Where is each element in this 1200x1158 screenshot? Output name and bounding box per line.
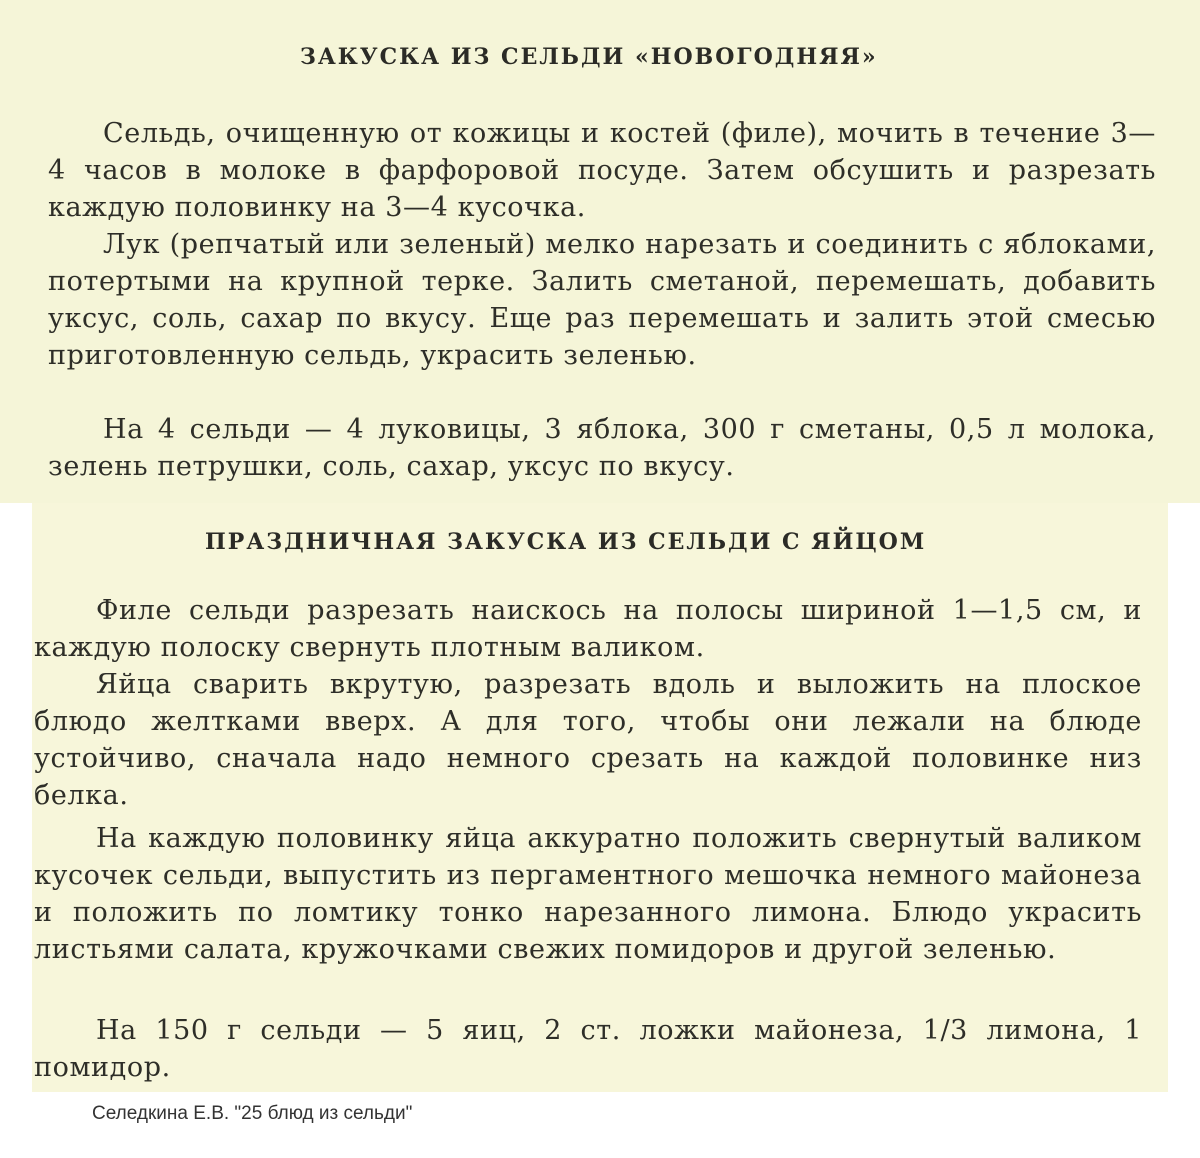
recipe-ingredients: На 4 сельди — 4 луковицы, 3 яблока, 300 г сметаны, 0,5 л молока, зелень петрушки, соль, сахар, уксус по вкусу. xyxy=(48,414,1156,482)
recipe-title: ПРАЗДНИЧНАЯ ЗАКУСКА ИЗ СЕЛЬДИ С ЯЙЦОМ xyxy=(205,529,927,555)
recipe-paragraph: Сельдь, очищенную от кожицы и костей (филе), мочить в течение 3—4 часов в молоке в фарфоровой посуде. Затем обсушить и разрезать каждую половинку на 3—4 кусочка. xyxy=(48,118,1156,223)
recipe-title: ЗАКУСКА ИЗ СЕЛЬДИ «НОВОГОДНЯЯ» xyxy=(300,44,878,70)
recipe-paragraph: Лук (репчатый или зеленый) мелко нарезать и соединить с яблоками, потертыми на крупной терке. Залить сметаной, перемешать, добавить уксус, соль, сахар по вкусу. Еще раз перемешать и залить этой смесью приготовленную сельдь, украсить зеленью. xyxy=(48,229,1156,371)
recipe-paragraph: Филе сельди разрезать наискось на полосы шириной 1—1,5 см, и каждую полоску свернуть плотным валиком. xyxy=(34,595,1142,663)
scan-section-new-year-appetizer xyxy=(0,0,1200,503)
recipe-ingredients: На 150 г сельди — 5 яиц, 2 ст. ложки майонеза, 1/3 лимона, 1 помидор. xyxy=(34,1015,1142,1083)
source-caption: Селедкина Е.В. "25 блюд из сельди" xyxy=(92,1103,413,1124)
recipe-paragraph: Яйца сварить вкрутую, разрезать вдоль и выложить на плоское блюдо желтками вверх. А для того, чтобы они лежали на блюде устойчиво, сначала надо немного срезать на каждой половинке низ белка. xyxy=(34,669,1142,811)
scan-section-festive-appetizer xyxy=(32,503,1168,1092)
recipe-paragraph: На каждую половинку яйца аккуратно положить свернутый валиком кусочек сельди, выпустить из пергаментного мешочка немного майонеза и положить по ломтику тонко нарезанного лимона. Блюдо украсить листьями салата, кружочками свежих помидоров и другой зеленью. xyxy=(34,823,1142,965)
